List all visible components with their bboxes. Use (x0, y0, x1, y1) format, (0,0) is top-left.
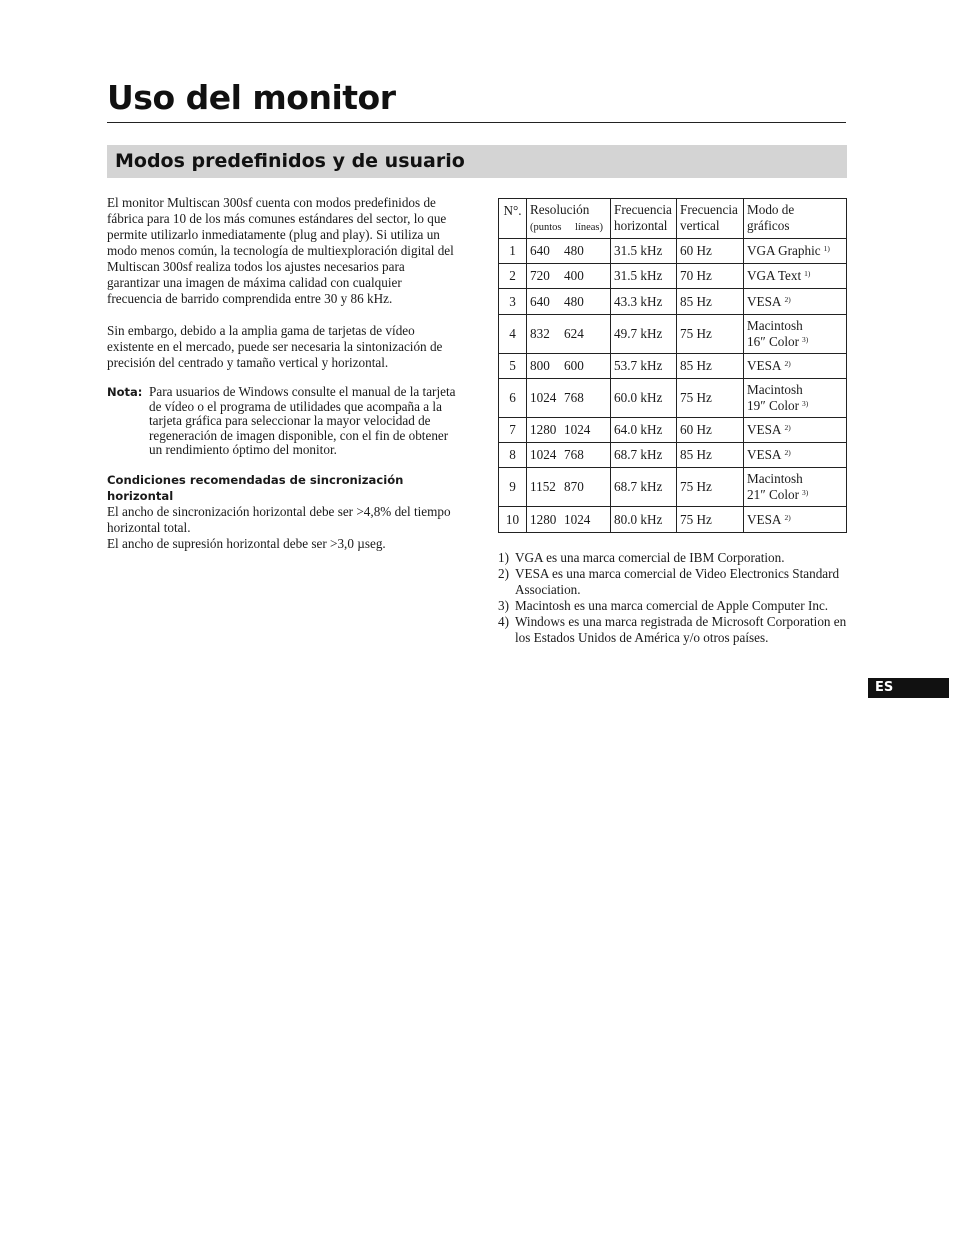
footnote-ref: 3) (802, 488, 809, 497)
res-width: 1024 (530, 390, 557, 405)
mode-cell: VESA $^{2)}$ (744, 418, 847, 443)
vfreq-cell: 60 Hz (677, 418, 744, 443)
vfreq-cell: 70 Hz (677, 264, 744, 289)
resolution-cell (527, 468, 611, 507)
res-width: 800 (530, 358, 550, 373)
title-divider (107, 122, 846, 123)
mode-cell: VESA $^{2)}$ (744, 289, 847, 315)
res-height: 600 (564, 358, 584, 373)
footnote-ref: 2) (784, 359, 791, 368)
vfreq-cell: 75 Hz (677, 507, 744, 533)
res-height: 624 (564, 326, 584, 341)
res-width: 1024 (530, 447, 557, 462)
resolution-cell (527, 289, 611, 315)
header-number: N°. (499, 199, 527, 239)
note-label: Nota: (107, 385, 143, 399)
mode-number: 4 (499, 315, 527, 354)
mode-number: 5 (499, 354, 527, 379)
table-row (499, 354, 847, 379)
header-mode: Modo de gráficos (744, 199, 847, 239)
hfreq-cell: 60.0 kHz (611, 379, 677, 418)
table-row (499, 379, 847, 418)
resolution-cell (527, 264, 611, 289)
table-header-row (499, 199, 847, 239)
intro-column (107, 195, 459, 552)
resolution-cell (527, 354, 611, 379)
mode-cell: Macintosh 19″ Color $^{3)}$ (744, 379, 847, 418)
mode-number: 7 (499, 418, 527, 443)
sync-subheading: Condiciones recomendadas de sincronización horizontal (107, 472, 404, 503)
res-width: 640 (530, 293, 550, 309)
hfreq-cell: 64.0 kHz (611, 418, 677, 443)
vfreq-cell: 60 Hz (677, 239, 744, 264)
table-row (499, 443, 847, 468)
footnotes (498, 550, 847, 646)
res-height: 1024 (564, 511, 591, 527)
res-width: 832 (530, 326, 550, 341)
vfreq-cell: 75 Hz (677, 379, 744, 418)
mode-number: 9 (499, 468, 527, 507)
header-lines: líneas) (575, 222, 603, 233)
vfreq-cell: 85 Hz (677, 289, 744, 315)
mode-cell: VESA $^{2)}$ (744, 507, 847, 533)
mode-cell: Macintosh 21″ Color $^{3)}$ (744, 468, 847, 507)
table-row (499, 507, 847, 533)
mode-cell: VGA Text $^{1)}$ (744, 264, 847, 289)
resolution-cell (527, 379, 611, 418)
mode-cell: Macintosh 16″ Color $^{3)}$ (744, 315, 847, 354)
tuning-paragraph: Sin embargo, debido a la amplia gama de tarjetas de vídeo existente en el mercado, puede ser necesaria la sintonización de precisión del centrado y tamaño vertical y horizontal. (107, 323, 443, 370)
footnote-ref: 1) (804, 269, 811, 278)
footnote-item: 2) VESA es una marca comercial de Video Electronics Standard Association. (498, 566, 840, 597)
mode-number: 6 (499, 379, 527, 418)
footnote-item: 3) Macintosh es una marca comercial de Apple Computer Inc. (498, 598, 829, 613)
res-height: 768 (564, 447, 584, 462)
table-row (499, 289, 847, 315)
res-height: 768 (564, 390, 584, 405)
header-vfreq: Frecuencia vertical (677, 199, 744, 239)
note-block (107, 385, 459, 458)
footnote-ref: 3) (802, 399, 809, 408)
mode-number: 10 (499, 507, 527, 533)
header-hfreq: Frecuencia horizontal (611, 199, 677, 239)
hfreq-cell: 80.0 kHz (611, 507, 677, 533)
table-row (499, 264, 847, 289)
vfreq-cell: 85 Hz (677, 354, 744, 379)
table-row (499, 315, 847, 354)
footnote-ref: 2) (784, 423, 791, 432)
mode-cell: VESA $^{2)}$ (744, 354, 847, 379)
res-width: 1280 (530, 511, 557, 527)
res-width: 640 (530, 243, 550, 258)
hfreq-cell: 68.7 kHz (611, 443, 677, 468)
footnote-ref: 2) (784, 448, 791, 457)
page-title: Uso del monitor (107, 78, 396, 117)
preset-modes-table (498, 198, 847, 533)
header-dots: (puntos (530, 222, 562, 233)
res-height: 1024 (564, 422, 591, 437)
blanking-width-text: El ancho de supresión horizontal debe ser >3,0 µseg. (107, 535, 386, 551)
footnote-item: 4) Windows es una marca registrada de Microsoft Corporation en los Estados Unidos de América y/o otros países. (498, 614, 847, 645)
mode-number: 3 (499, 289, 527, 315)
res-width: 1152 (530, 479, 556, 494)
vfreq-cell: 85 Hz (677, 443, 744, 468)
resolution-cell (527, 443, 611, 468)
res-width: 720 (530, 268, 550, 283)
intro-paragraph: El monitor Multiscan 300sf cuenta con modos predefinidos de fábrica para 10 de los más comunes estándares del sector, lo que permite utilizarlo inmediatamente (plug and play). Si utiliza un modo menos común, la tecnología de multiexploración digital del Multiscan 300sf realiza todos los ajustes necesarios para garantizar una imagen de máxima calidad con cualquier frecuencia de barrido comprendida entre 30 y 86 kHz. (107, 195, 454, 306)
resolution-cell (527, 418, 611, 443)
vfreq-cell: 75 Hz (677, 315, 744, 354)
resolution-cell (527, 315, 611, 354)
vfreq-cell: 75 Hz (677, 468, 744, 507)
res-height: 870 (564, 479, 584, 494)
mode-number: 8 (499, 443, 527, 468)
res-height: 400 (564, 268, 584, 283)
hfreq-cell: 31.5 kHz (611, 239, 677, 264)
footnote-ref: 2) (784, 512, 791, 522)
sync-width-text: El ancho de sincronización horizontal debe ser >4,8% del tiempo horizontal total. (107, 503, 451, 535)
table-row (499, 468, 847, 507)
res-width: 1280 (530, 422, 557, 437)
footnote-ref: 2) (784, 294, 791, 304)
mode-number: 2 (499, 264, 527, 289)
language-tab: ES (868, 678, 949, 698)
hfreq-cell: 31.5 kHz (611, 264, 677, 289)
mode-cell: VGA Graphic $^{1)}$ (744, 239, 847, 264)
hfreq-cell: 68.7 kHz (611, 468, 677, 507)
section-title: Modos predefinidos y de usuario (115, 150, 465, 172)
hfreq-cell: 43.3 kHz (611, 289, 677, 315)
section-header (107, 145, 847, 178)
resolution-cell (527, 239, 611, 264)
res-height: 480 (564, 243, 584, 258)
footnote-ref: 3) (802, 335, 809, 344)
mode-cell: VESA $^{2)}$ (744, 443, 847, 468)
hfreq-cell: 53.7 kHz (611, 354, 677, 379)
header-resolution: Resolución (puntos líneas) (527, 199, 611, 239)
hfreq-cell: 49.7 kHz (611, 315, 677, 354)
note-text: Para usuarios de Windows consulte el manual de la tarjeta de vídeo o el programa de utilidades que acompaña a la tarjeta gráfica para seleccionar la mayor velocidad de regeneración de imagen disponible, con el fin de obtener un rendimiento óptimo del monitor. (149, 384, 456, 458)
table-row (499, 418, 847, 443)
footnote-ref: 1) (823, 244, 830, 253)
table-row (499, 239, 847, 264)
res-height: 480 (564, 293, 584, 309)
resolution-cell (527, 507, 611, 533)
mode-number: 1 (499, 239, 527, 264)
footnote-item: 1) VGA es una marca comercial de IBM Corporation. (498, 550, 785, 565)
